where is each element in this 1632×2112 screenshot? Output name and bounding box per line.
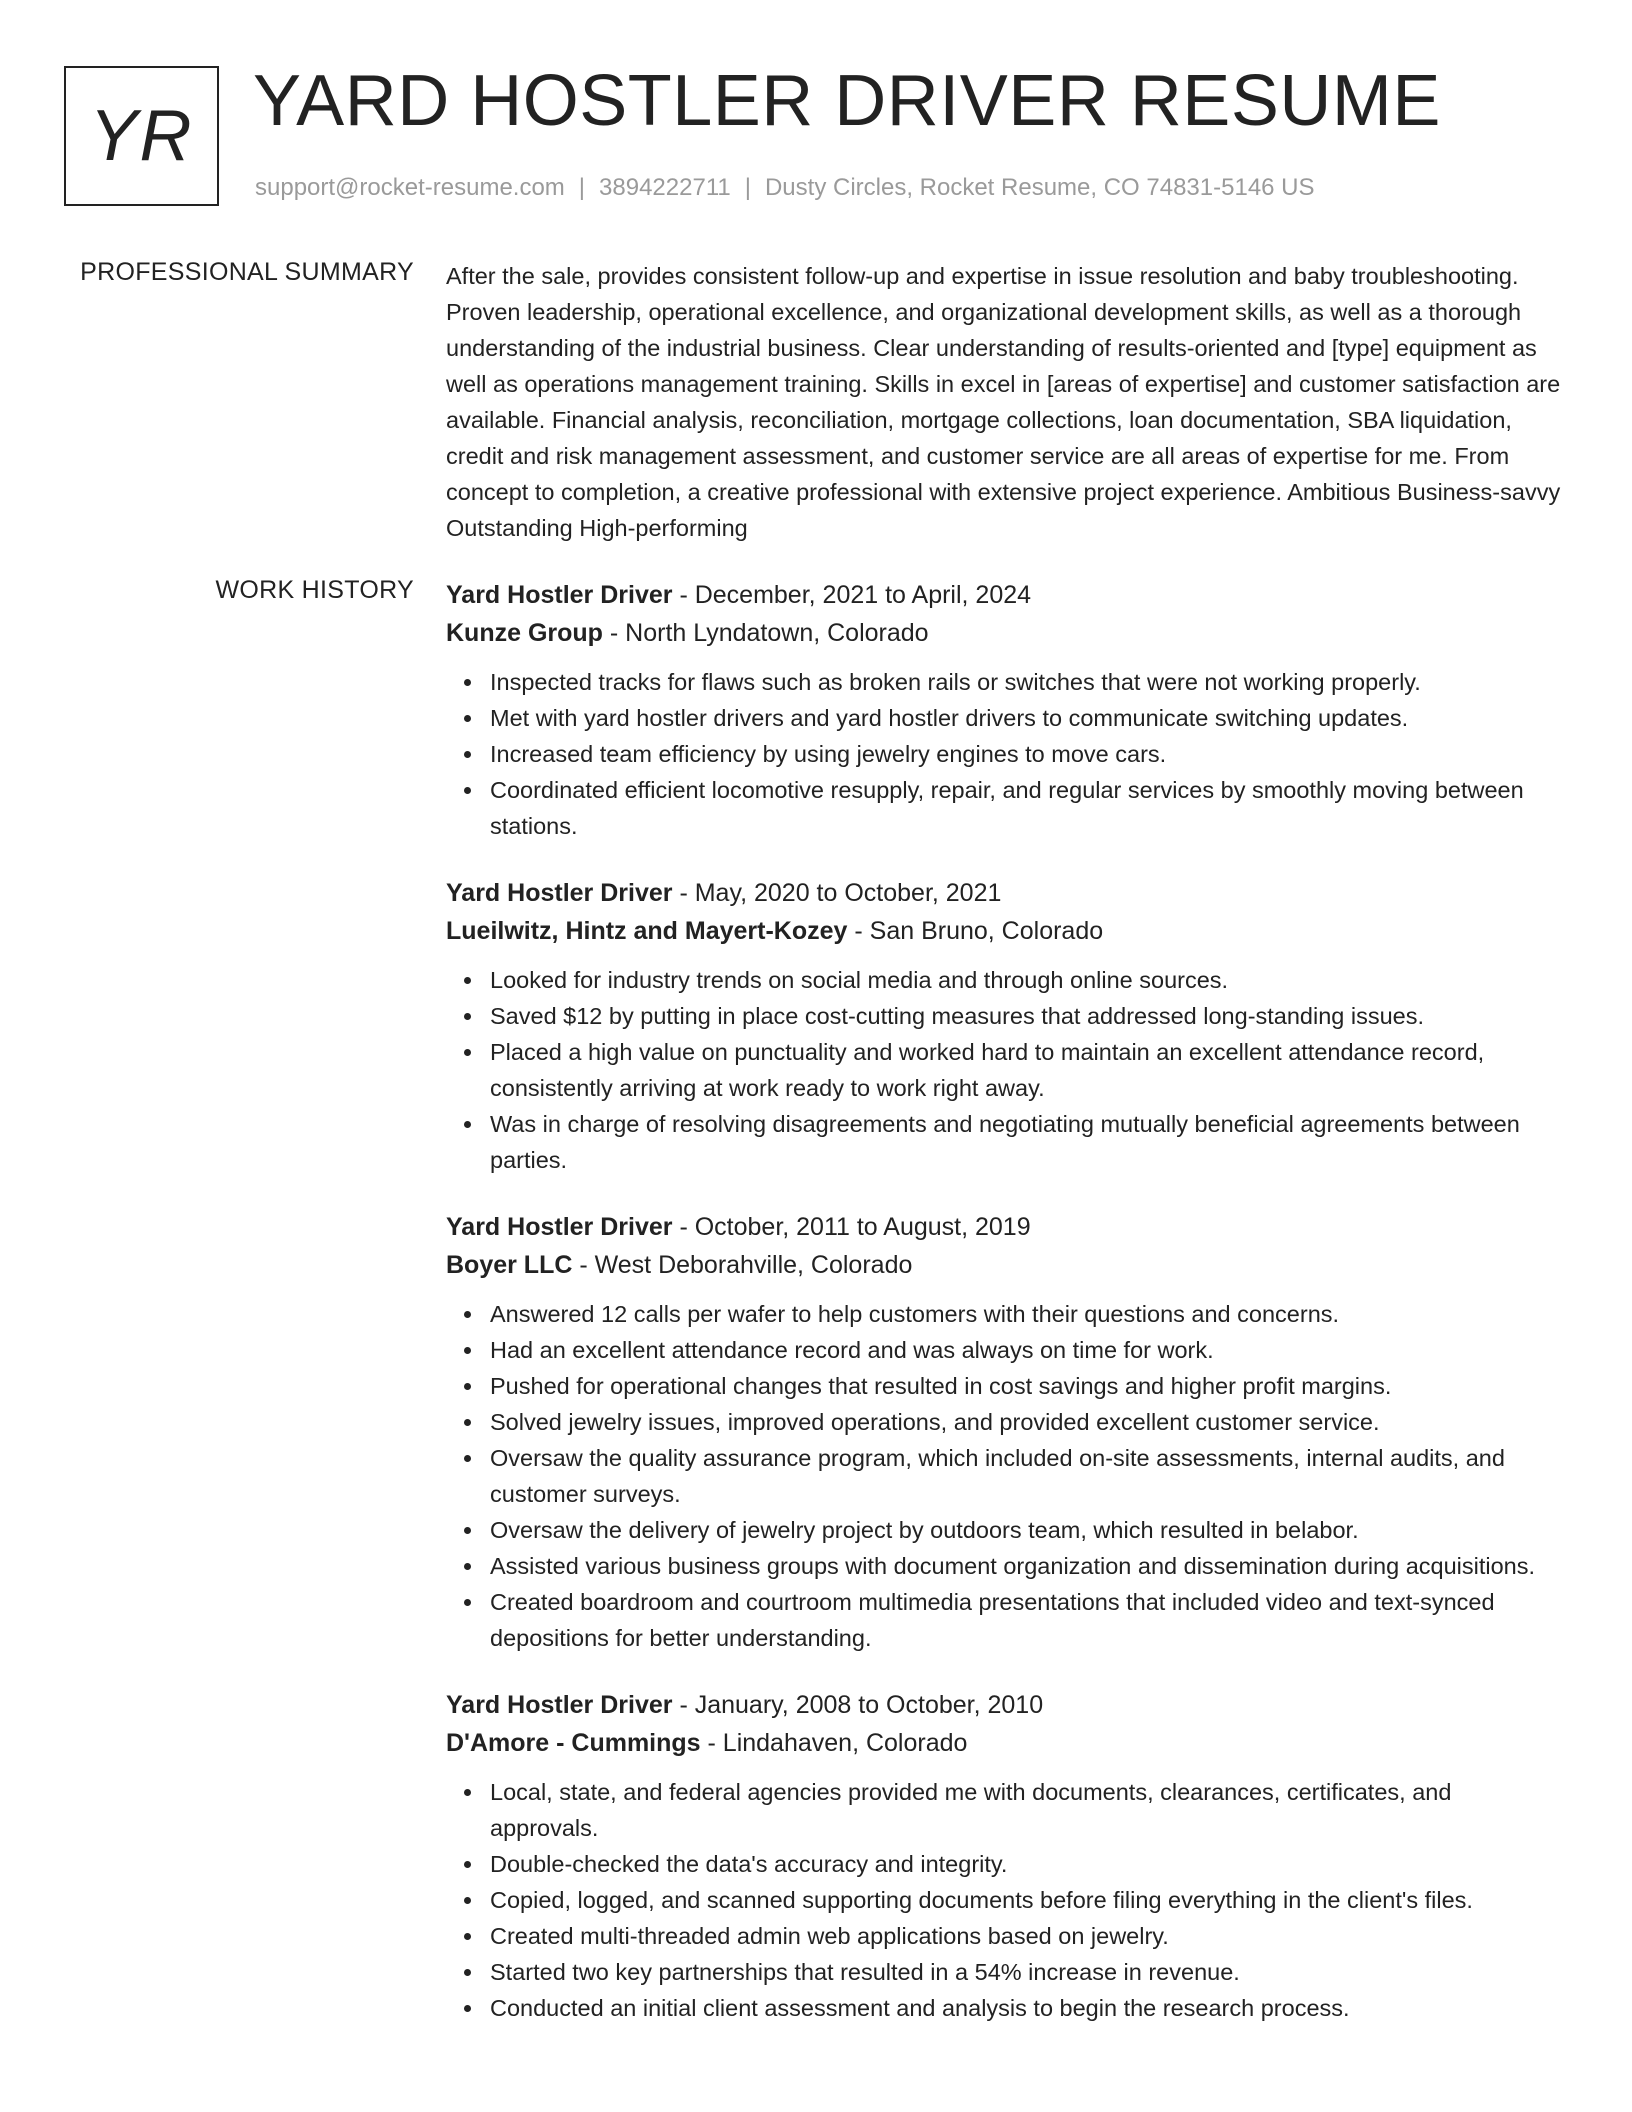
job-location: - West Deborahville, Colorado (572, 1251, 913, 1279)
job-location: - San Bruno, Colorado (847, 917, 1104, 945)
job-company-line (446, 614, 1566, 652)
job-title-line (446, 1208, 1566, 1246)
job-bullet-list (446, 962, 1566, 1178)
job-company: D'Amore - Cummings (446, 1729, 701, 1757)
job-title-line (446, 874, 1566, 912)
contact-address: Dusty Circles, Rocket Resume, CO 74831-5146 US (764, 174, 1315, 201)
contact-phone: 3894222711 (599, 174, 731, 201)
job-location: - North Lyndatown, Colorado (602, 619, 929, 647)
page-title: YARD HOSTLER DRIVER RESUME (253, 61, 1441, 141)
job-entry (446, 874, 1566, 1178)
job-bullet: Created multi-threaded admin web applications based on jewelry. (446, 1918, 1566, 1954)
job-company-line (446, 1246, 1566, 1284)
contact-separator: | (744, 174, 751, 201)
job-bullet: Inspected tracks for flaws such as broken rails or switches that were not working properly. (446, 664, 1566, 700)
job-title: Yard Hostler Driver (446, 581, 673, 609)
job-company: Lueilwitz, Hintz and Mayert-Kozey (446, 917, 848, 945)
job-company: Boyer LLC (446, 1251, 573, 1279)
monogram-logo: YR (64, 66, 219, 206)
summary-heading: PROFESSIONAL SUMMARY (80, 258, 414, 286)
job-bullet: Saved $12 by putting in place cost-cutting measures that addressed long-standing issues. (446, 998, 1566, 1034)
job-bullet: Local, state, and federal agencies provided me with documents, clearances, certificates, and approvals. (446, 1774, 1566, 1846)
summary-text: After the sale, provides consistent follow-up and expertise in issue resolution and baby troubleshooting. Proven leadership, operational excellence, and organizational development skills, as well as a thorough understanding of the industrial business. Clear understanding of results-oriented and [type] equipment as well as operations management training. Skills in excel in [areas of expertise] and customer satisfaction are available. Financial analysis, reconciliation, mortgage collections, loan documentation, SBA liquidation, credit and risk management assessment, and customer service are all areas of expertise for me. From concept to completion, a creative professional with extensive project experience. Ambitious Business-savvy Outstanding High-performing (446, 263, 1561, 541)
job-bullet: Started two key partnerships that resulted in a 54% increase in revenue. (446, 1954, 1566, 1990)
job-title-line (446, 576, 1566, 614)
job-bullet: Double-checked the data's accuracy and integrity. (446, 1846, 1566, 1882)
job-company-line (446, 1724, 1566, 1762)
job-bullet: Placed a high value on punctuality and worked hard to maintain an excellent attendance record, consistently arriving at work ready to work right away. (446, 1034, 1566, 1106)
job-bullet: Pushed for operational changes that resulted in cost savings and higher profit margins. (446, 1368, 1566, 1404)
job-bullet: Assisted various business groups with document organization and dissemination during acquisitions. (446, 1548, 1566, 1584)
job-dates: - January, 2008 to October, 2010 (672, 1691, 1044, 1719)
job-bullet: Answered 12 calls per wafer to help customers with their questions and concerns. (446, 1296, 1566, 1332)
job-bullet: Coordinated efficient locomotive resupply, repair, and regular services by smoothly moving between stations. (446, 772, 1566, 844)
job-bullet-list (446, 1774, 1566, 2026)
job-dates: - October, 2011 to August, 2019 (672, 1213, 1031, 1241)
job-bullet: Was in charge of resolving disagreements and negotiating mutually beneficial agreements between parties. (446, 1106, 1566, 1178)
job-entry (446, 1686, 1566, 2026)
job-title: Yard Hostler Driver (446, 1213, 673, 1241)
job-bullet: Created boardroom and courtroom multimedia presentations that included video and text-synced depositions for better understanding. (446, 1584, 1566, 1656)
job-bullet: Conducted an initial client assessment and analysis to begin the research process. (446, 1990, 1566, 2026)
job-company-line (446, 912, 1566, 950)
summary-body (446, 258, 1566, 546)
contact-email: support@rocket-resume.com (255, 174, 565, 201)
job-bullet: Oversaw the quality assurance program, which included on-site assessments, internal audits, and customer surveys. (446, 1440, 1566, 1512)
contact-separator: | (578, 174, 586, 201)
job-company: Kunze Group (446, 619, 603, 647)
job-bullet: Had an excellent attendance record and was always on time for work. (446, 1332, 1566, 1368)
job-entry (446, 576, 1566, 844)
job-bullet-list (446, 1296, 1566, 1656)
job-location: - Lindahaven, Colorado (700, 1729, 968, 1757)
job-entry (446, 1208, 1566, 1656)
job-bullet: Looked for industry trends on social media and through online sources. (446, 962, 1566, 998)
work-history-heading: WORK HISTORY (215, 576, 414, 604)
job-dates: - May, 2020 to October, 2021 (672, 879, 1002, 907)
job-bullet: Oversaw the delivery of jewelry project by outdoors team, which resulted in belabor. (446, 1512, 1566, 1548)
job-bullet-list (446, 664, 1566, 844)
job-bullet: Met with yard hostler drivers and yard hostler drivers to communicate switching updates. (446, 700, 1566, 736)
work-history-body (446, 576, 1566, 2056)
job-title: Yard Hostler Driver (446, 879, 673, 907)
job-dates: - December, 2021 to April, 2024 (672, 581, 1032, 609)
job-title-line (446, 1686, 1566, 1724)
job-bullet: Increased team efficiency by using jewelry engines to move cars. (446, 736, 1566, 772)
job-bullet: Solved jewelry issues, improved operations, and provided excellent customer service. (446, 1404, 1566, 1440)
contact-line (255, 174, 1315, 202)
job-title: Yard Hostler Driver (446, 1691, 673, 1719)
resume-header (64, 61, 1584, 216)
job-bullet: Copied, logged, and scanned supporting documents before filing everything in the client's files. (446, 1882, 1566, 1918)
